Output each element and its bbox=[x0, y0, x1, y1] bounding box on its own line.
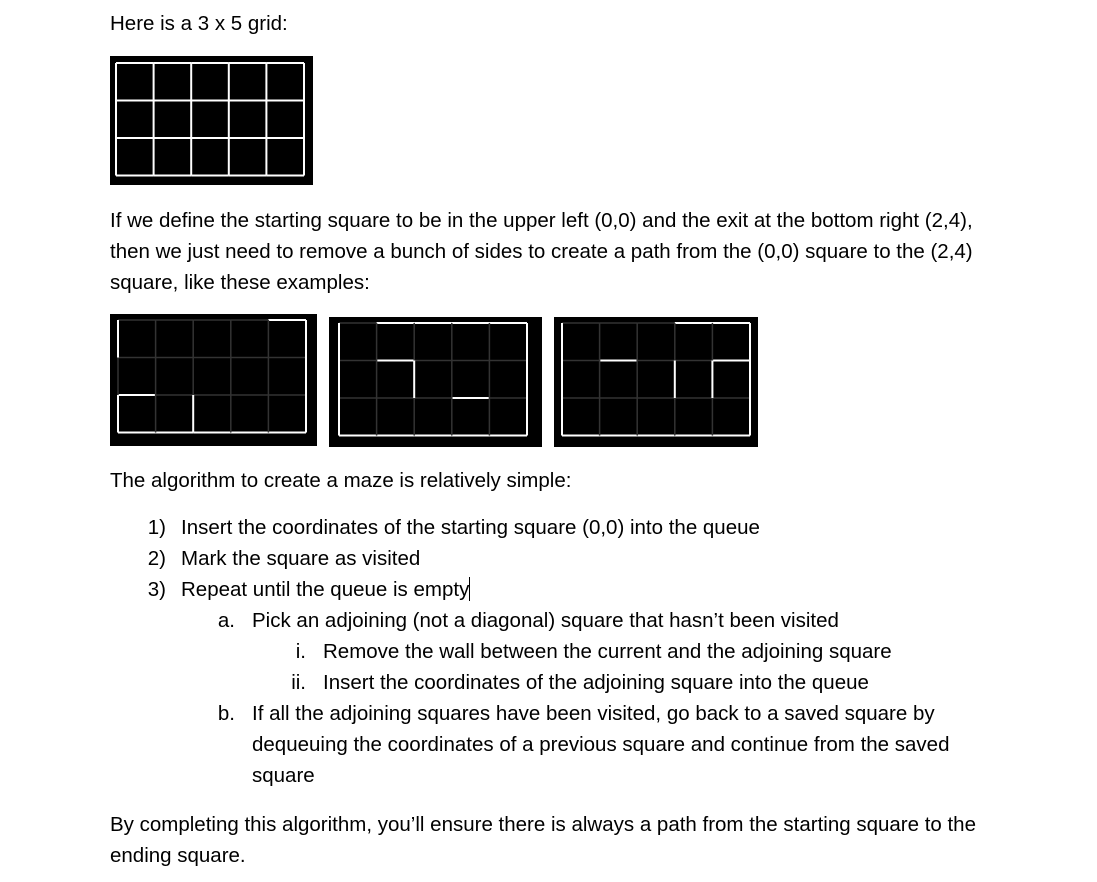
intro-paragraph: If we define the starting square to be in the upper left (0,0) and the exit at the bottom right (2,4), then we just need to remove a bunch of sides to create a path from the (0,0) square to the (2,4) square, like these examples: bbox=[110, 209, 973, 294]
subsubstep-ii-marker: ii. bbox=[291, 671, 306, 694]
substep-b-text: If all the adjoining squares have been visited, go back to a saved square by dequeuing the coordinates of a previous square and continue from the saved square bbox=[252, 702, 950, 787]
conclusion-paragraph: By completing this algorithm, you’ll ensure there is always a path from the starting square to the ending square. bbox=[110, 813, 976, 867]
step-2-text: Mark the square as visited bbox=[181, 547, 421, 570]
maze-example-1 bbox=[110, 314, 317, 446]
maze-example-3 bbox=[554, 317, 758, 447]
maze-example-2-svg bbox=[329, 317, 542, 447]
maze-example-3-svg bbox=[554, 317, 758, 447]
step-1-text: Insert the coordinates of the starting square (0,0) into the queue bbox=[181, 516, 760, 539]
maze-example-2 bbox=[329, 317, 542, 447]
grid-figure-svg bbox=[110, 56, 313, 185]
subsubstep-i-marker: i. bbox=[295, 640, 306, 663]
subsubstep-ii-text: Insert the coordinates of the adjoining square into the queue bbox=[323, 671, 869, 694]
grid-figure bbox=[110, 56, 313, 185]
step-2-marker: 2) bbox=[147, 547, 166, 570]
substep-a-marker: a. bbox=[217, 609, 235, 632]
step-3-text: Repeat until the queue is empty bbox=[181, 578, 470, 601]
step-1-marker: 1) bbox=[147, 516, 166, 539]
maze-example-1-svg bbox=[110, 314, 317, 446]
text-cursor bbox=[469, 577, 470, 601]
intro-text: Here is a 3 x 5 grid: bbox=[110, 12, 288, 35]
substep-b-marker: b. bbox=[217, 702, 235, 725]
step-3-marker: 3) bbox=[147, 578, 166, 601]
substep-a-text: Pick an adjoining (not a diagonal) square that hasn’t been visited bbox=[252, 609, 839, 632]
subsubstep-i-text: Remove the wall between the current and the adjoining square bbox=[323, 640, 892, 663]
algorithm-intro: The algorithm to create a maze is relatively simple: bbox=[110, 469, 572, 492]
step-3-line bbox=[181, 574, 470, 605]
